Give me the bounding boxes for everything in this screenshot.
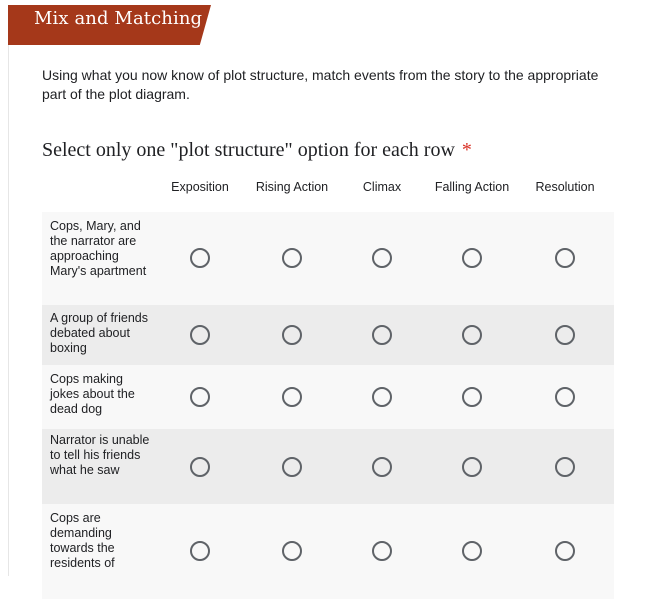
radio-exposition[interactable] [190, 248, 210, 268]
section-description: Using what you now know of plot structure, match events from the story to the appropriate part of the plot diagram. [42, 67, 599, 102]
row-label: Cops are demanding towards the residents of [50, 511, 115, 570]
row-label: Cops, Mary, and the narrator are approaching Mary's apartment [50, 219, 147, 278]
radio-resolution[interactable] [555, 248, 575, 268]
column-header-exposition: Exposition [171, 180, 229, 194]
radio-resolution[interactable] [555, 541, 575, 561]
form-left-border [8, 44, 9, 576]
required-asterisk: * [461, 139, 472, 161]
radio-climax[interactable] [372, 325, 392, 345]
column-header-climax: Climax [362, 180, 402, 194]
row-label: Cops making jokes about the dead dog [50, 372, 135, 416]
row-label: Narrator is unable to tell his friends what he saw [50, 433, 150, 477]
radio-falling-action[interactable] [462, 325, 482, 345]
radio-exposition[interactable] [190, 325, 210, 345]
radio-exposition[interactable] [190, 541, 210, 561]
radio-rising-action[interactable] [282, 325, 302, 345]
radio-rising-action[interactable] [282, 457, 302, 477]
radio-rising-action[interactable] [282, 248, 302, 268]
question-title [42, 139, 472, 162]
radio-climax[interactable] [372, 248, 392, 268]
radio-climax[interactable] [372, 387, 392, 407]
radio-falling-action[interactable] [462, 387, 482, 407]
column-header-rising-action: Rising Action [255, 180, 329, 194]
row-label: A group of friends debated about boxing [50, 311, 148, 355]
column-header-falling-action: Falling Action [434, 180, 510, 194]
radio-climax[interactable] [372, 541, 392, 561]
radio-exposition[interactable] [190, 387, 210, 407]
radio-resolution[interactable] [555, 457, 575, 477]
radio-rising-action[interactable] [282, 387, 302, 407]
radio-exposition[interactable] [190, 457, 210, 477]
radio-climax[interactable] [372, 457, 392, 477]
radio-falling-action[interactable] [462, 248, 482, 268]
radio-falling-action[interactable] [462, 541, 482, 561]
radio-rising-action[interactable] [282, 541, 302, 561]
question-text: Select only one "plot structure" option for each row [42, 139, 455, 161]
column-header-resolution: Resolution [535, 180, 595, 194]
section-title: Mix and Matching [34, 8, 203, 29]
radio-resolution[interactable] [555, 325, 575, 345]
radio-falling-action[interactable] [462, 457, 482, 477]
radio-resolution[interactable] [555, 387, 575, 407]
